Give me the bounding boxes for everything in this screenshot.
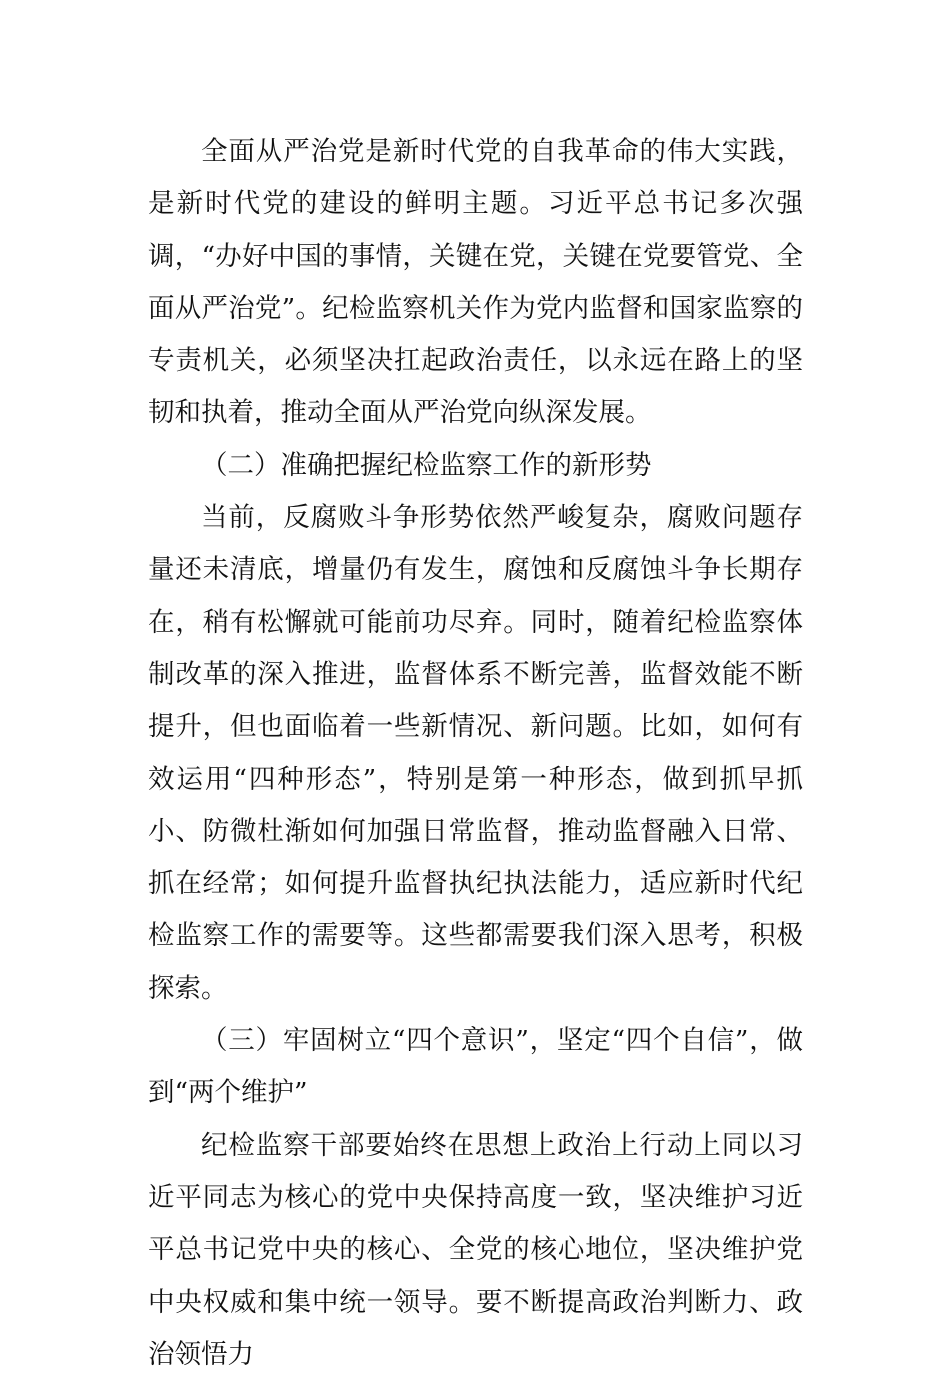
paragraph-strict-party-governance: 全面从严治党是新时代党的自我革命的伟大实践，是新时代党的建设的鲜明主题。习近平总书记多次强调，“办好中国的事情，关键在党，关键在党要管党、全面从严治党”。纪检监察机关作为党内监督和国家监察的专责机关，必须坚决扛起政治责任，以永远在路上的坚韧和执着，推动全面从严治党向纵深发展。 <box>148 136 803 429</box>
document-body <box>148 126 803 1381</box>
paragraph-political-alignment: 纪检监察干部要始终在思想上政治上行动上同以习近平同志为核心的党中央保持高度一致，坚决维护习近平总书记党中央的核心、全党的核心地位，坚决维护党中央权威和集中统一领导。要不断提高政治判断力、政治领悟力 <box>148 1129 803 1370</box>
paragraph-current-situation: 当前，反腐败斗争形势依然严峻复杂，腐败问题存量还未清底，增量仍有发生，腐蚀和反腐蚀斗争长期存在，稍有松懈就可能前功尽弃。同时，随着纪检监察体制改革的深入推进，监督体系不断完善，监督效能不断提升，但也面临着一些新情况、新问题。比如，如何有效运用“四种形态”，特别是第一种形态，做到抓早抓小、防微杜渐如何加强日常监督，推动监督融入日常、抓在经常；如何提升监督执纪执法能力，适应新时代纪检监察工作的需要等。这些都需要我们深入思考，积极探索。 <box>148 502 803 1004</box>
section-heading-2: （二）准确把握纪检监察工作的新形势 <box>201 449 652 481</box>
section-heading-3: （三）牢固树立“四个意识”，坚定“四个自信”，做到“两个维护” <box>148 1025 803 1109</box>
